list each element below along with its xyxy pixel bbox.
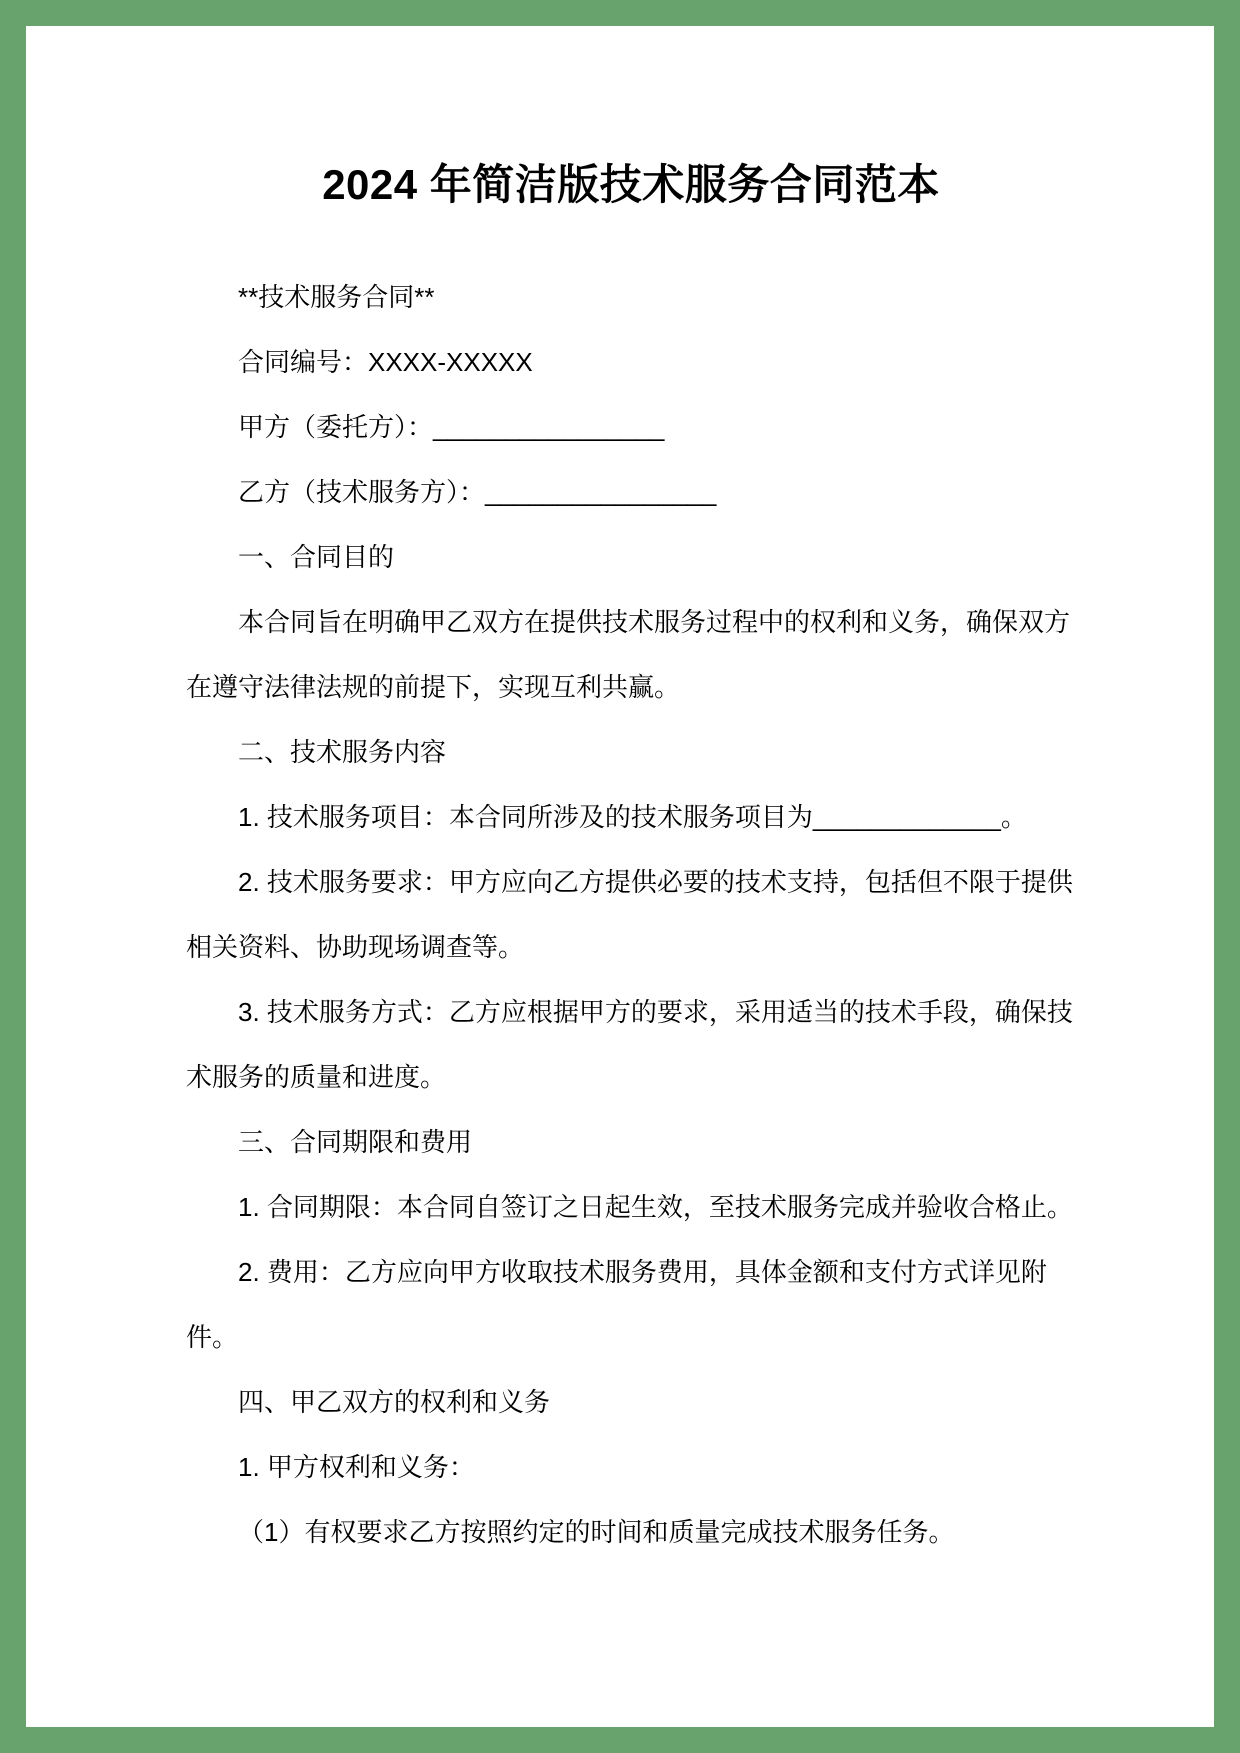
document-content [186, 152, 1076, 1565]
document-body [186, 265, 1076, 1565]
document-line: 1. 技术服务项目：本合同所涉及的技术服务项目为_____________。 [238, 802, 1027, 832]
document-line: 本合同旨在明确甲乙双方在提供技术服务过程中的权利和义务，确保双方 [238, 607, 1071, 637]
document-line: 2. 技术服务要求：甲方应向乙方提供必要的技术支持，包括但不限于提供 [238, 867, 1073, 897]
document-line: 三、合同期限和费用 [238, 1127, 473, 1157]
document-line: 相关资料、协助现场调查等。 [186, 932, 525, 962]
document-line: 乙方（技术服务方）：________________ [238, 477, 717, 507]
document-line: 3. 技术服务方式：乙方应根据甲方的要求，采用适当的技术手段，确保技 [238, 997, 1073, 1027]
document-line: 在遵守法律法规的前提下，实现互利共赢。 [186, 672, 681, 702]
document-line: 件。 [186, 1322, 239, 1352]
document-line: 合同编号：XXXX-XXXXX [238, 347, 533, 377]
document-line: 2. 费用：乙方应向甲方收取技术服务费用，具体金额和支付方式详见附 [238, 1257, 1047, 1287]
document-line: 甲方（委托方）：________________ [238, 412, 665, 442]
document-line: 四、甲乙双方的权利和义务 [238, 1387, 551, 1417]
document-line: 术服务的质量和进度。 [186, 1062, 447, 1092]
page-title: 2024 年简洁版技术服务合同范本 [322, 161, 940, 208]
document-line: 一、合同目的 [238, 542, 395, 572]
document-line: **技术服务合同** [238, 282, 435, 312]
document-line: 1. 合同期限：本合同自签订之日起生效，至技术服务完成并验收合格止。 [238, 1192, 1073, 1222]
document-line: （1）有权要求乙方按照约定的时间和质量完成技术服务任务。 [238, 1517, 955, 1547]
document-line: 二、技术服务内容 [238, 737, 447, 767]
document-line: 1. 甲方权利和义务： [238, 1452, 475, 1482]
